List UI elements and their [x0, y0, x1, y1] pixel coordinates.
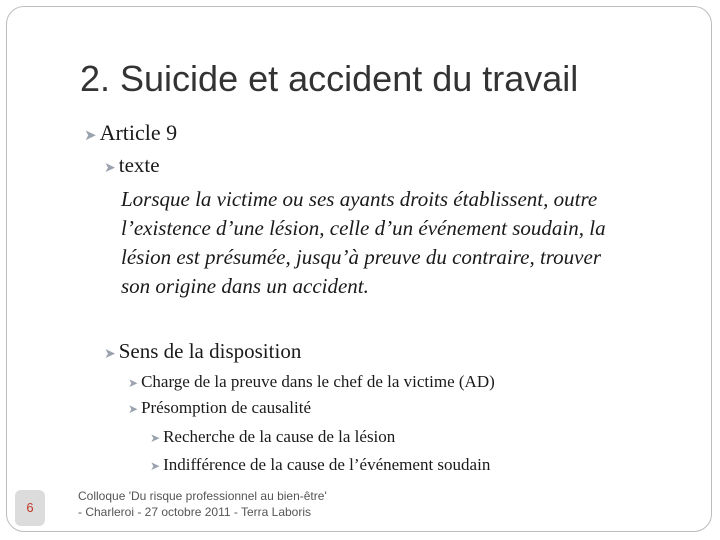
article-label: Article 9 [99, 120, 178, 145]
slide-number-box [15, 490, 45, 526]
bullet-sens [104, 339, 301, 364]
quote-line: Lorsque la victime ou ses ayants droits établissent, outre [121, 187, 598, 211]
arrow-bullet-icon: ➤ [104, 346, 116, 362]
texte-label: texte [118, 153, 160, 177]
slide-number: 6 [26, 500, 34, 515]
sub-point-text: Charge de la preuve dans le chef de la victime (AD) [141, 372, 495, 391]
quote-line: son origine dans un accident. [121, 274, 369, 298]
sub-sub-point-text: Recherche de la cause de la lésion [163, 427, 396, 446]
sens-label: Sens de la disposition [118, 339, 302, 363]
bullet-charge-preuve [128, 372, 495, 392]
arrow-bullet-icon: ➤ [150, 431, 161, 445]
quote-line: l’existence d’une lésion, celle d’un événement soudain, la [121, 216, 606, 240]
bullet-presomption [128, 398, 311, 418]
slide-footer [78, 488, 327, 520]
footer-line: - Charleroi - 27 octobre 2011 - Terra Laboris [78, 505, 312, 519]
footer-line: Colloque 'Du risque professionnel au bien-être' [78, 489, 327, 503]
quote-line: lésion est présumée, jusqu’à preuve du contraire, trouver [121, 245, 601, 269]
bullet-indifference [150, 455, 490, 475]
arrow-bullet-icon: ➤ [128, 376, 139, 390]
sub-point-text: Présomption de causalité [141, 398, 312, 417]
arrow-bullet-icon: ➤ [150, 459, 161, 473]
bullet-texte [104, 153, 160, 178]
arrow-bullet-icon: ➤ [104, 160, 116, 176]
article-quote [121, 185, 691, 301]
slide-title: 2. Suicide et accident du travail [80, 58, 579, 99]
bullet-article [84, 120, 177, 146]
bullet-recherche [150, 427, 395, 447]
arrow-bullet-icon: ➤ [84, 126, 97, 144]
arrow-bullet-icon: ➤ [128, 402, 139, 416]
sub-sub-point-text: Indifférence de la cause de l’événement soudain [163, 455, 491, 474]
